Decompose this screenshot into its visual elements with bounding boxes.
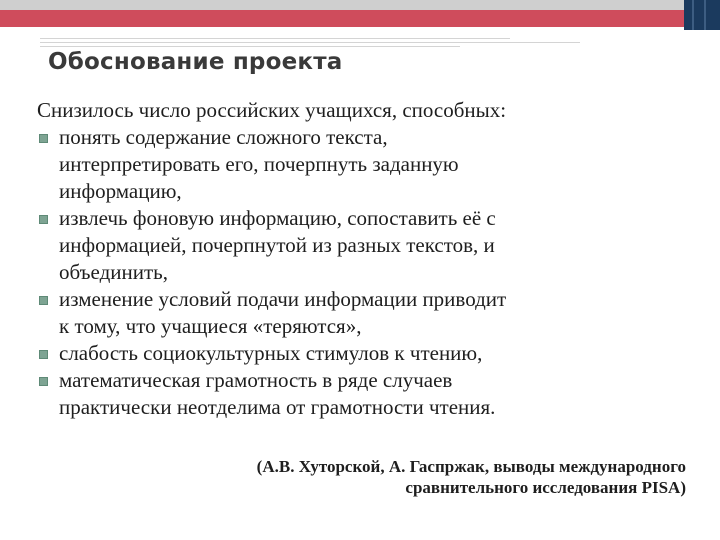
bullet-line: слабость социокультурных стимулов к чтению, <box>59 341 483 365</box>
source-line-2: сравнительного исследования PISA) <box>405 478 686 497</box>
bullet-line: извлечь фоновую информацию, сопоставить её с <box>59 206 496 230</box>
square-bullet-icon <box>39 296 48 305</box>
bullet-item <box>37 367 707 421</box>
bullet-list <box>37 124 707 421</box>
deco-line <box>40 46 460 47</box>
bullet-item <box>37 205 707 286</box>
square-bullet-icon <box>39 350 48 359</box>
bullet-line: интерпретировать его, почерпнуть заданную <box>59 152 459 176</box>
slide-body <box>37 97 707 421</box>
bullet-line: объединить, <box>59 260 168 284</box>
bullet-item <box>37 340 707 367</box>
top-red-band <box>0 10 684 28</box>
deco-line <box>40 42 580 43</box>
deco-line <box>40 38 510 39</box>
source-line-1: (А.В. Хуторской, А. Гаспржак, выводы международного <box>256 457 686 476</box>
square-bullet-icon <box>39 134 48 143</box>
top-gray-band <box>0 0 684 10</box>
source-citation <box>257 456 686 498</box>
intro-text: Снизилось число российских учащихся, способных: <box>37 98 507 122</box>
bullet-line: практически неотделима от грамотности чтения. <box>59 395 496 419</box>
navy-stripe <box>704 0 706 30</box>
top-divider-line <box>0 27 684 30</box>
page-title: Обоснование проекта <box>48 49 343 75</box>
bullet-line: информацией, почерпнутой из разных текстов, и <box>59 233 495 257</box>
bullet-item <box>37 124 707 205</box>
navy-stripe <box>692 0 694 30</box>
bullet-line: математическая грамотность в ряде случаев <box>59 368 453 392</box>
bullet-line: информацию, <box>59 179 182 203</box>
bullet-line: изменение условий подачи информации приводит <box>59 287 507 311</box>
top-decorative-bar <box>0 0 720 30</box>
bullet-item <box>37 286 707 340</box>
title-decorative-lines <box>0 34 720 50</box>
square-bullet-icon <box>39 377 48 386</box>
square-bullet-icon <box>39 215 48 224</box>
bullet-line: понять содержание сложного текста, <box>59 125 388 149</box>
top-navy-block <box>684 0 720 30</box>
bullet-line: к тому, что учащиеся «теряются», <box>59 314 362 338</box>
